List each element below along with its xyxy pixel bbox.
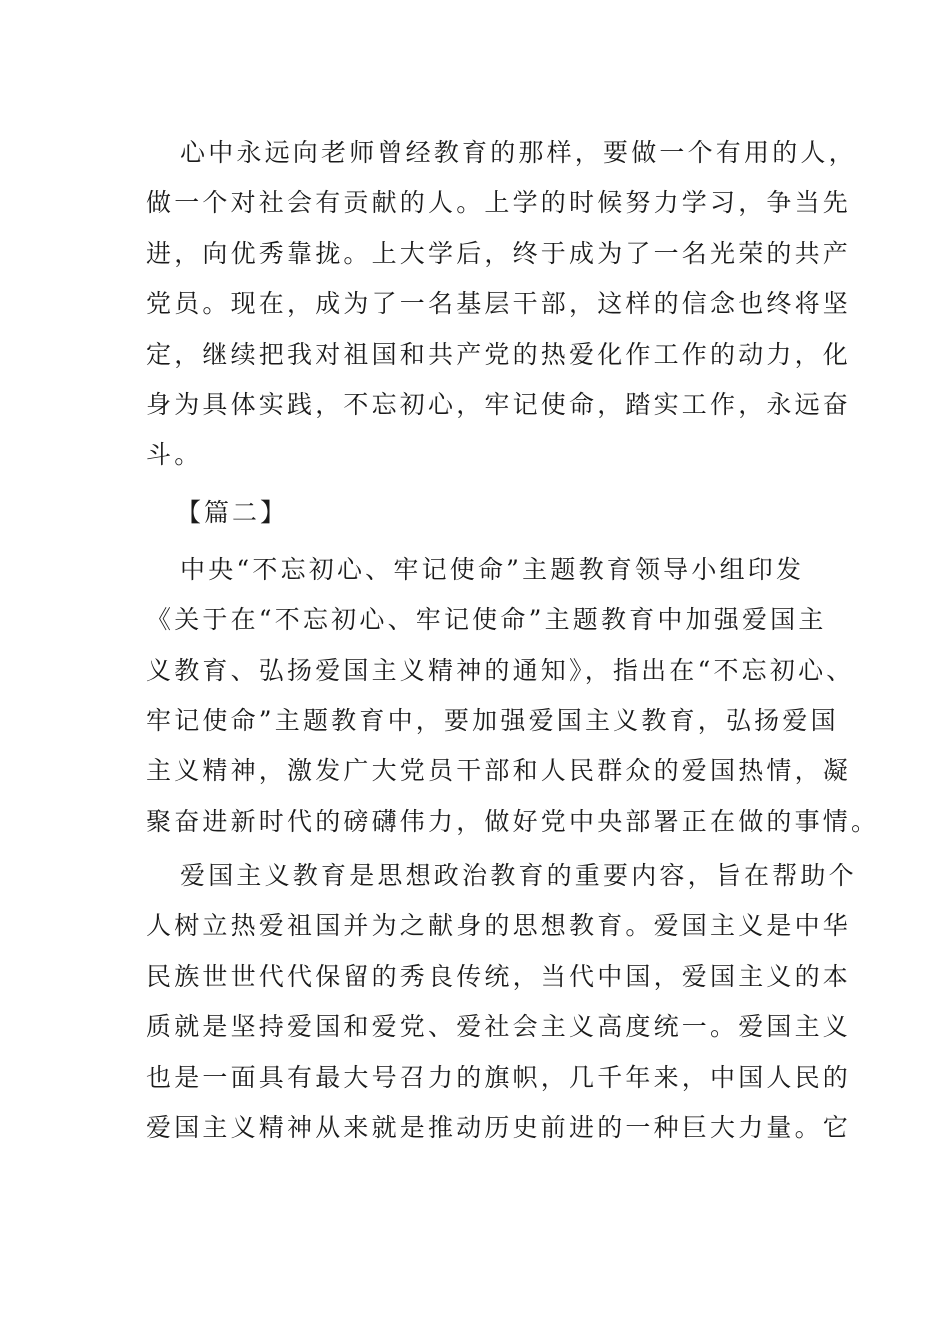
- text-line: 爱国主义精神从来就是推动历史前进的一种巨大力量。它: [146, 1113, 852, 1143]
- text-line: 聚奋进新时代的磅礴伟力，做好党中央部署正在做的事情。: [146, 806, 880, 836]
- document-body: [146, 128, 880, 1153]
- text-line: 质就是坚持爱国和爱党、爱社会主义高度统一。爱国主义: [146, 1012, 852, 1042]
- text-line: 党员。现在，成为了一名基层干部，这样的信念也终将坚: [146, 289, 852, 319]
- section-heading: 【篇二】: [176, 497, 289, 527]
- text-line: 《关于在“不忘初心、牢记使命”主题教育中加强爱国主: [146, 605, 827, 635]
- text-line: 义教育、弘扬爱国主义精神的通知》，指出在“不忘初心、: [146, 655, 855, 685]
- text-line: 人树立热爱祖国并为之献身的思想教育。爱国主义是中华: [146, 911, 852, 941]
- paragraph-3: [146, 851, 857, 1153]
- text-line: 主义精神，激发广大党员干部和人民群众的爱国热情，凝: [146, 756, 852, 786]
- text-line: 中央“不忘初心、牢记使命”主题教育领导小组印发: [180, 554, 805, 584]
- text-line: 做一个对社会有贡献的人。上学的时候努力学习，争当先: [146, 188, 852, 218]
- text-line: 定，继续把我对祖国和共产党的热爱化作工作的动力，化: [146, 339, 852, 369]
- paragraph-2: [146, 545, 880, 847]
- text-line: 爱国主义教育是思想政治教育的重要内容，旨在帮助个: [180, 861, 857, 891]
- text-line: 也是一面具有最大号召力的旗帜，几千年来，中国人民的: [146, 1062, 852, 1092]
- text-line: 斗。: [146, 440, 203, 470]
- text-line: 牢记使命”主题教育中，要加强爱国主义教育，弘扬爱国: [146, 705, 839, 735]
- text-line: 身为具体实践，不忘初心，牢记使命，踏实工作，永远奋: [146, 389, 852, 419]
- text-line: 民族世世代代保留的秀良传统，当代中国，爱国主义的本: [146, 961, 852, 991]
- paragraph-1: [146, 128, 857, 481]
- text-line: 心中永远向老师曾经教育的那样，要做一个有用的人，: [180, 138, 857, 167]
- text-line: 进，向优秀靠拢。上大学后，终于成为了一名光荣的共产: [146, 238, 852, 268]
